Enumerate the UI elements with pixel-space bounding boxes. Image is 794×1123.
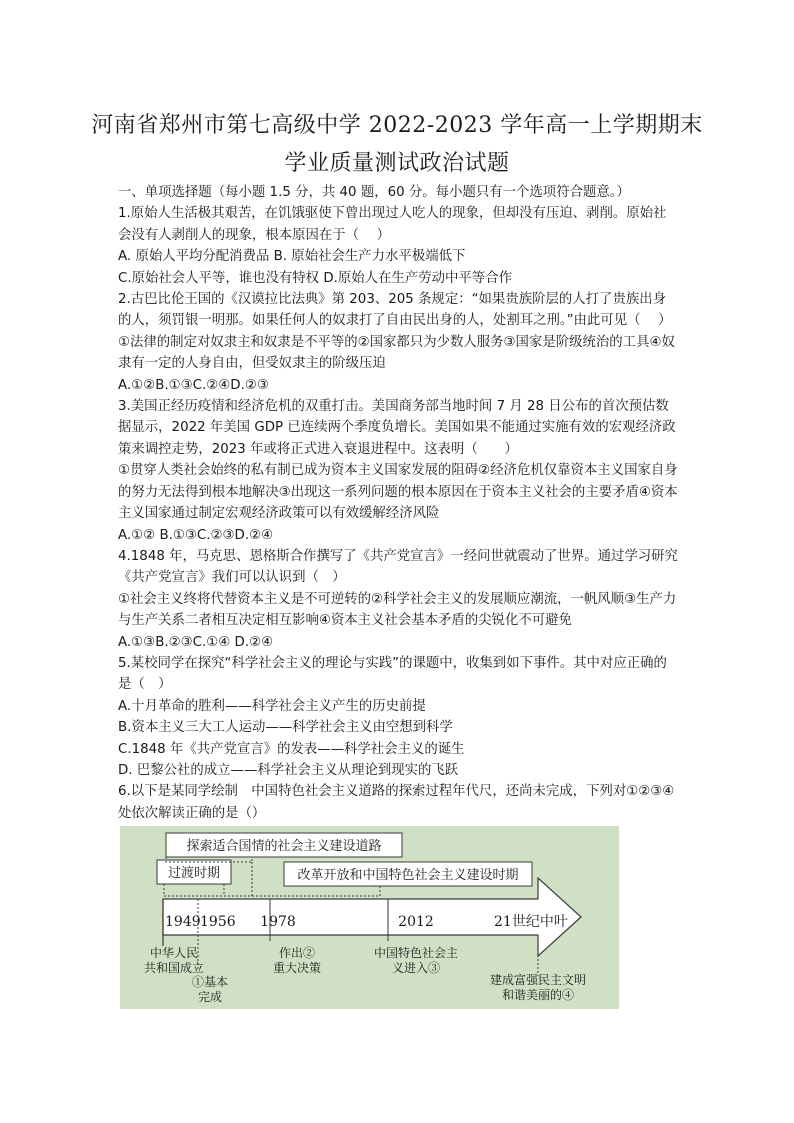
- q2-statements: ①法律的制定对奴隶主和奴隶是不平等的②国家都只为少数人服务③国家是阶级统治的工具④奴隶有一定的人身自由，但受奴隶主的阶级压迫: [118, 334, 675, 372]
- label-prc-line1: 中华人民: [149, 946, 199, 960]
- section-heading: 一、单项选择题（每小题 1.5 分，共 40 题，60 分。每小题只有一个选项符合题意。）: [118, 185, 630, 200]
- year-21st-century: 21世纪中叶: [494, 914, 568, 930]
- label-basic-line1: ①基本: [191, 975, 229, 989]
- q3-options: A.①② B.①③C.②③D.②④: [118, 527, 274, 543]
- label-goal-line2: 和谐美丽的④: [501, 988, 575, 1002]
- q4-options: A.①③B.②③C.①④ D.②④: [118, 634, 274, 650]
- label-socialism-line1: 中国特色社会主: [373, 946, 459, 960]
- q2-options: A.①②B.①③C.②④D.②③: [118, 377, 269, 393]
- q6-stem: 6.以下是某同学绘制 中国特色社会主义道路的探索过程年代尺，还尚未完成，下列对①②③④处依次解读正确的是（）: [118, 784, 675, 821]
- label-basic-line2: 完成: [197, 990, 223, 1004]
- q3-stem: 3.美国正经历疫情和经济危机的双重打击。美国商务部当地时间 7 月 28 日公布的首次预估数据显示，2022 年美国 GDP 已连续两个季度负增长。美国如果不能通过实施有效的宏观经济政策来调控走势，2023 年或将正式进入衰退进程中。这表明（ ）: [118, 399, 676, 457]
- year-2012: 2012: [398, 914, 434, 930]
- q5-option-a: A.十月革命的胜利——科学社会主义产生的历史前提: [118, 698, 426, 714]
- box-transition-period-label: 过渡时期: [167, 866, 221, 881]
- label-decision-line2: 重大决策: [272, 961, 322, 975]
- q5-stem: 5.某校同学在探究“科学社会主义的理论与实践”的课题中，收集到如下事件。其中对应正确的是（ ）: [118, 655, 667, 693]
- q4-stem: 4.1848 年，马克思、恩格斯合作撰写了《共产党宣言》一经问世就震动了世界。通过学习研究《共产党宣言》我们可以认识到（ ）: [118, 548, 678, 586]
- year-1956: 1956: [200, 914, 236, 930]
- q1-options-line2: C.原始社会人平等，谁也没有特权 D.原始人在生产劳动中平等合作: [118, 270, 512, 286]
- label-prc-line2: 共和国成立: [143, 961, 205, 975]
- q4-statements: ①社会主义终将代替资本主义是不可逆转的②科学社会主义的发展顺应潮流，一帆风顺③生产力与生产关系二者相互决定相互影响④资本主义社会基本矛盾的尖锐化不可避免: [118, 591, 677, 629]
- q3-statements: ①贯穿人类社会始终的私有制已成为资本主义国家发展的阻碍②经济危机仅靠资本主义国家自身的努力无法得到根本地解决③出现这一系列问题的根本原因在于资本主义社会的主要矛盾④资本主义国家通过制定宏观经济政策可以有效缓解经济风险: [118, 463, 678, 522]
- label-socialism-line2: 义进入③: [391, 961, 441, 975]
- year-1978: 1978: [260, 914, 296, 930]
- box-exploring-road-label: 探索适合国情的社会主义建设道路: [186, 839, 382, 854]
- q5-option-c: C.1848 年《共产党宣言》的发表——科学社会主义的诞生: [118, 741, 465, 757]
- q2-stem: 2.古巴比伦王国的《汉谟拉比法典》第 203、205 条规定：“如果贵族阶层的人打了贵族出身的人，须罚银一明那。如果任何人的奴隶打了自由民出身的人，处割耳之刑。”由此可见（ ）: [118, 292, 672, 329]
- exam-title-line1: 河南省郑州市第七高级中学 2022-2023 学年高一上学期期末: [91, 113, 703, 138]
- q5-option-b: B.资本主义三大工人运动——科学社会主义由空想到科学: [118, 720, 453, 736]
- timeline-svg: [120, 826, 619, 1009]
- q1-stem: 1.原始人生活极其艰苦，在饥饿驱使下曾出现过人吃人的现象，但却没有压迫、剥削。原始社会没有人剥削人的现象，根本原因在于（ ）: [118, 206, 667, 243]
- q5-option-d: D. 巴黎公社的成立——科学社会主义从理论到现实的飞跃: [118, 762, 459, 778]
- q1-options-line1: A. 原始人平均分配消费品 B. 原始社会生产力水平极端低下: [118, 249, 466, 265]
- box-reform-period-label: 改革开放和中国特色社会主义建设时期: [297, 868, 519, 883]
- label-goal-line1: 建成富强民主文明: [489, 973, 587, 987]
- label-decision-line1: 作出②: [278, 946, 316, 960]
- timeline-diagram: [120, 826, 619, 1009]
- question-content: [118, 182, 678, 824]
- exam-title-line2: 学业质量测试政治试题: [284, 151, 510, 176]
- year-1949: 1949: [165, 914, 201, 930]
